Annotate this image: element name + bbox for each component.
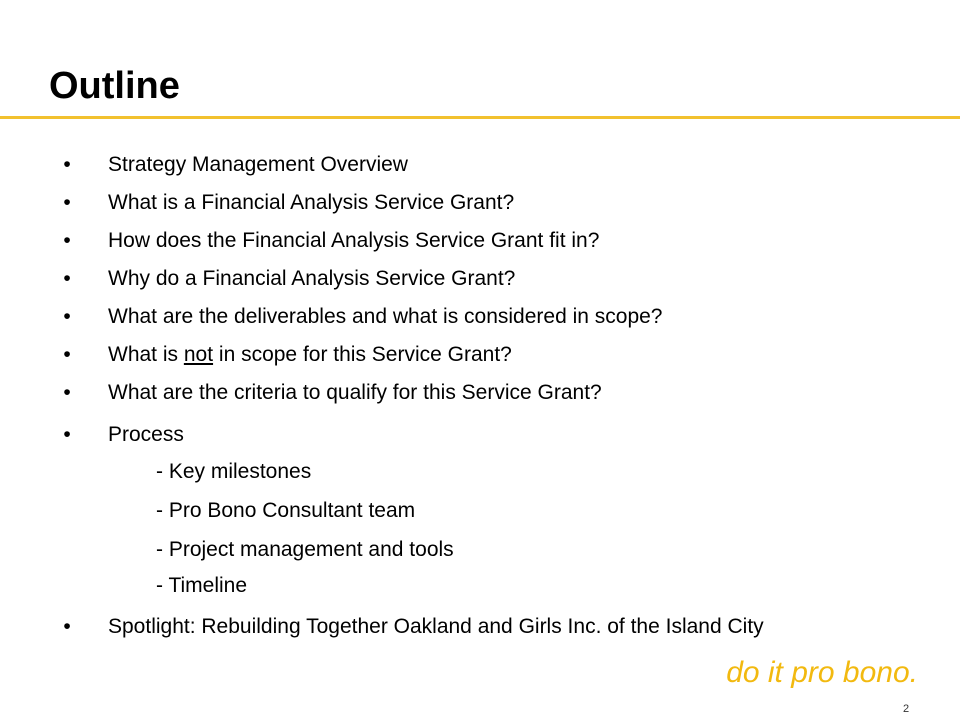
slide-title: Outline bbox=[49, 65, 180, 107]
outline-item-text: What are the criteria to qualify for this Service Grant? bbox=[108, 381, 602, 404]
bullet-icon: • bbox=[63, 423, 71, 446]
outline-item-text: Spotlight: Rebuilding Together Oakland and Girls Inc. of the Island City bbox=[108, 615, 764, 638]
bullet-icon: • bbox=[63, 153, 71, 176]
outline-item bbox=[63, 190, 918, 215]
bullet-icon: • bbox=[63, 343, 71, 366]
outline-item bbox=[63, 152, 918, 177]
process-subitem: - Pro Bono Consultant team bbox=[156, 499, 416, 522]
process-subitem: - Timeline bbox=[156, 574, 248, 597]
outline-item-text: What are the deliverables and what is considered in scope? bbox=[108, 305, 663, 328]
bullet-icon: • bbox=[63, 615, 71, 638]
process-subitem: - Project management and tools bbox=[156, 538, 454, 561]
outline-item-text-start: What is bbox=[108, 343, 184, 366]
outline-item-text-end: in scope for this Service Grant? bbox=[213, 343, 512, 366]
brand-tagline: do it pro bono. bbox=[726, 656, 918, 689]
outline-item-process bbox=[63, 422, 918, 447]
bullet-icon: • bbox=[63, 191, 71, 214]
outline-item bbox=[63, 342, 918, 367]
bullet-icon: • bbox=[63, 229, 71, 252]
outline-item-text: What is a Financial Analysis Service Grant? bbox=[108, 191, 515, 214]
title-underline-rule bbox=[0, 116, 960, 119]
bullet-icon: • bbox=[63, 381, 71, 404]
outline-item-text: Process bbox=[108, 423, 184, 446]
outline-item-text: How does the Financial Analysis Service Grant fit in? bbox=[108, 229, 600, 252]
underlined-word: not bbox=[183, 343, 214, 366]
outline-item-text: Strategy Management Overview bbox=[108, 153, 408, 176]
page-number: 2 bbox=[903, 703, 910, 715]
bullet-icon: • bbox=[63, 305, 71, 328]
outline-item bbox=[63, 266, 918, 291]
outline-item-spotlight bbox=[63, 614, 918, 639]
outline-item bbox=[63, 304, 918, 329]
process-subitem: - Key milestones bbox=[156, 460, 312, 483]
outline-item bbox=[63, 228, 918, 253]
outline-item bbox=[63, 380, 918, 405]
outline-item-text: Why do a Financial Analysis Service Grant? bbox=[108, 267, 516, 290]
bullet-icon: • bbox=[63, 267, 71, 290]
